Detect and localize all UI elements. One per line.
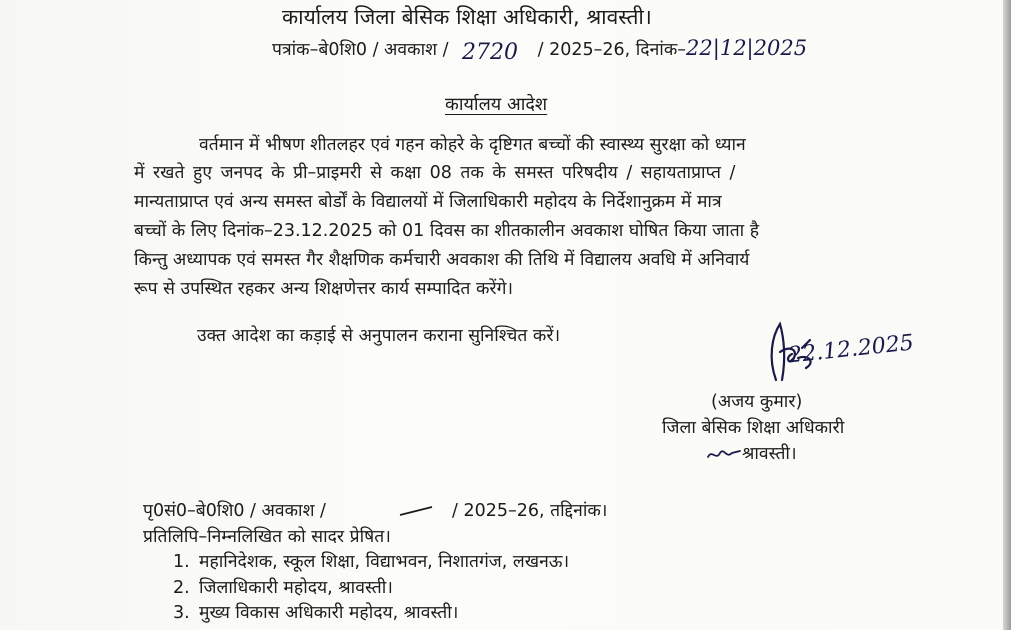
- copy-reference-suffix: / 2025–26, तद्दिनांक।: [452, 501, 608, 521]
- paragraph-line: बच्चों के लिए दिनांक–23.12.2025 को 01 दिवस का शीतकालीन अवकाश घोषित किया जाता है: [134, 221, 760, 241]
- recipient-item: [173, 551, 569, 573]
- copy-reference-prefix: पृ0सं0–बे0शि0 / अवकाश /: [143, 501, 326, 521]
- initials-scribble: [706, 445, 742, 463]
- office-title: कार्यालय जिला बेसिक शिक्षा अधिकारी, श्रावस्ती।: [282, 5, 652, 29]
- paragraph-line: वर्तमान में भीषण शीतलहर एवं गहन कोहरे के दृष्टिगत बच्चों की स्वास्थ्य सुरक्षा को ध्यान: [199, 135, 746, 155]
- reference-year: / 2025–26, दिनांक–: [537, 40, 687, 60]
- recipient-text: महानिदेशक, स्कूल शिक्षा, विद्याभवन, निशातगंज, लखनऊ।: [199, 552, 570, 572]
- reference-line: [272, 36, 808, 65]
- recipient-text: जिलाधिकारी महोदय, श्रावस्ती।: [199, 578, 393, 598]
- reference-prefix: पत्रांक–बे0शि0 / अवकाश /: [272, 40, 449, 60]
- recipient-item: [173, 577, 393, 599]
- copy-intro: प्रतिलिपि–निम्नलिखित को सादर प्रेषित।: [143, 527, 391, 547]
- reference-date-handwritten: 22|12|2025: [686, 36, 808, 60]
- order-heading: कार्यालय आदेश: [445, 94, 548, 115]
- page-edge-shadow: [1003, 0, 1011, 630]
- recipient-number: 1.: [173, 552, 190, 572]
- signatory-place-line: [706, 443, 797, 465]
- signatory-place: श्रावस्ती।: [742, 444, 797, 464]
- compliance-text: उक्त आदेश का कड़ाई से अनुपालन कराना सुनिश्चित करें।: [197, 326, 561, 346]
- recipient-number: 3.: [173, 603, 190, 623]
- copy-reference-blank-mark: [398, 505, 434, 517]
- recipient-number: 2.: [173, 578, 190, 598]
- recipient-text: मुख्य विकास अधिकारी महोदय, श्रावस्ती।: [199, 603, 459, 623]
- paragraph-line: मान्यताप्राप्त एवं अन्य समस्त बोर्डों के विद्यालयों में जिलाधिकारी महोदय के निर्देशानुक्रम में मात्र: [134, 192, 722, 212]
- signatory-designation: जिला बेसिक शिक्षा अधिकारी: [662, 418, 845, 438]
- reference-number-handwritten: 2720: [462, 40, 519, 65]
- paragraph-line: किन्तु अध्यापक एवं समस्त गैर शैक्षणिक कर्मचारी अवकाश की तिथि में विद्यालय अवधि में अनिवार्य: [134, 250, 750, 270]
- signature-date-handwritten: 22.12.2025: [787, 330, 915, 369]
- recipient-item: [173, 602, 458, 624]
- paragraph-line: रूप से उपस्थित रहकर अन्य शिक्षणेत्तर कार्य सम्पादित करेंगे।: [134, 279, 514, 299]
- signatory-name: (अजय कुमार): [711, 392, 803, 412]
- paragraph-line: में रखते हुए जनपद के प्री–प्राइमरी से कक्षा 08 तक के समस्त परिषदीय / सहायताप्राप्त /: [134, 163, 736, 183]
